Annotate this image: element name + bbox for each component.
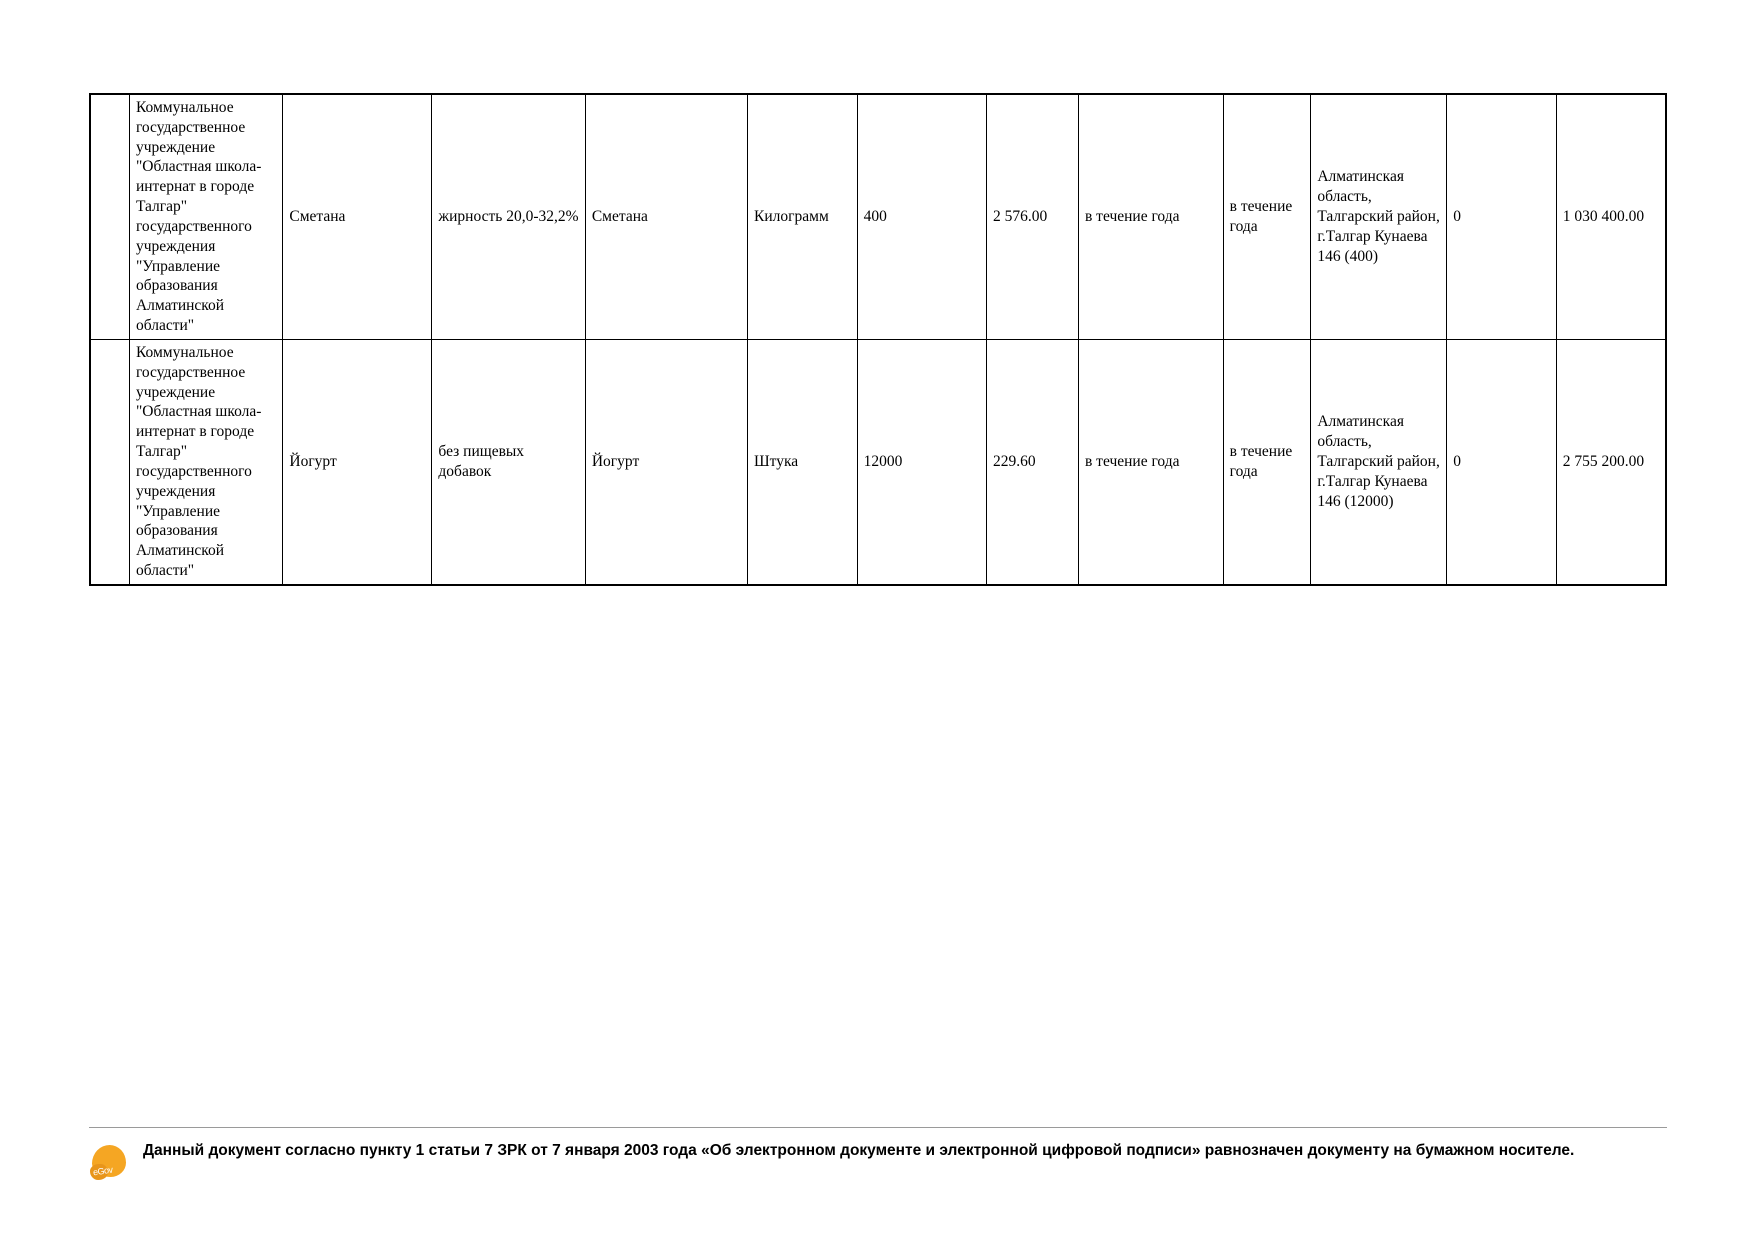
procurement-table: [89, 93, 1667, 586]
cell-place: Алматинская область, Талгарский район, г.Талгар Кунаева 146 (12000): [1311, 339, 1447, 584]
cell-advance: 0: [1447, 339, 1557, 584]
cell-organization: Коммунальное государственное учреждение "Областная школа-интернат в городе Талгар" государственного учреждения "Управление образования Алматинской области": [129, 94, 282, 339]
cell-unit: Штука: [748, 339, 858, 584]
cell-organization: Коммунальное государственное учреждение "Областная школа-интернат в городе Талгар" государственного учреждения "Управление образования Алматинской области": [129, 339, 282, 584]
egov-logo-icon: [89, 1142, 133, 1186]
cell-goods-name: Йогурт: [585, 339, 747, 584]
egov-logo-text: eGov: [92, 1164, 114, 1178]
footer-divider: [89, 1127, 1667, 1128]
cell-name: Йогурт: [283, 339, 432, 584]
document-footer: [89, 1140, 1667, 1186]
cell-payment-term: в течение года: [1223, 339, 1311, 584]
cell-characteristic: жирность 20,0-32,2%: [432, 94, 585, 339]
cell-place: Алматинская область, Талгарский район, г.Талгар Кунаева 146 (400): [1311, 94, 1447, 339]
cell-unit: Килограмм: [748, 94, 858, 339]
cell-delivery-term: в течение года: [1078, 94, 1223, 339]
cell-quantity: 400: [857, 94, 986, 339]
cell-number: [90, 94, 129, 339]
cell-price: 229.60: [986, 339, 1078, 584]
table-row: [90, 339, 1666, 584]
cell-price: 2 576.00: [986, 94, 1078, 339]
cell-payment-term: в течение года: [1223, 94, 1311, 339]
cell-sum: 2 755 200.00: [1556, 339, 1666, 584]
cell-characteristic: без пищевых добавок: [432, 339, 585, 584]
cell-advance: 0: [1447, 94, 1557, 339]
cell-number: [90, 339, 129, 584]
cell-delivery-term: в течение года: [1078, 339, 1223, 584]
cell-quantity: 12000: [857, 339, 986, 584]
footer-notice: Данный документ согласно пункту 1 статьи 7 ЗРК от 7 января 2003 года «Об электронном документе и электронной цифровой подписи» равнозначен документу на бумажном носителе.: [143, 1142, 1575, 1159]
table-row: [90, 94, 1666, 339]
cell-name: Сметана: [283, 94, 432, 339]
cell-goods-name: Сметана: [585, 94, 747, 339]
cell-sum: 1 030 400.00: [1556, 94, 1666, 339]
